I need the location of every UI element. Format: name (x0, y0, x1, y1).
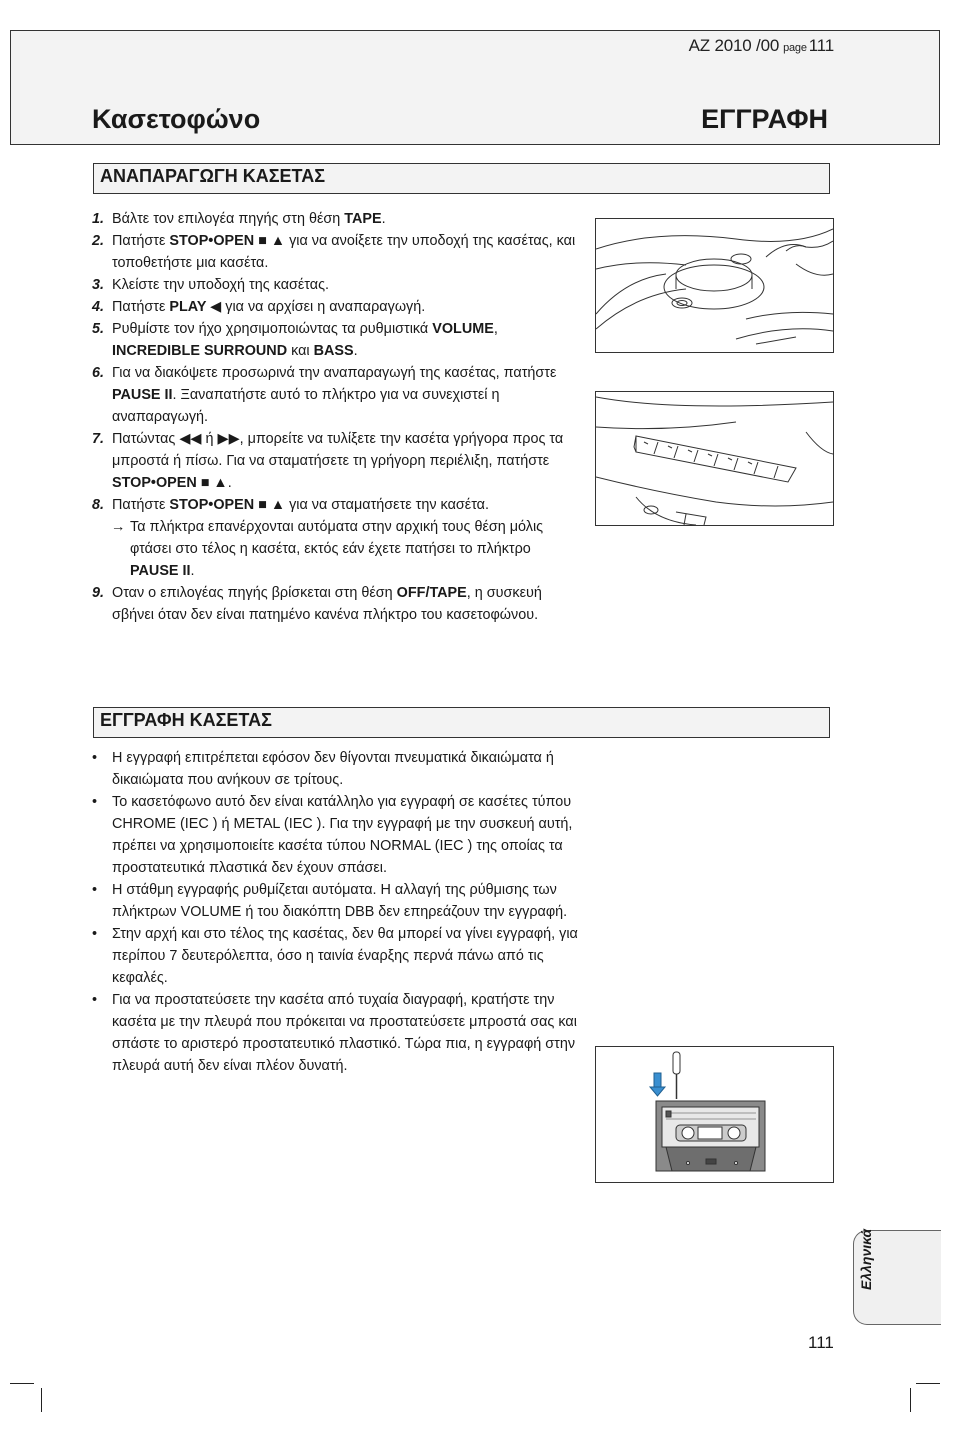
model-number: AZ 2010 /00 (688, 36, 780, 55)
step-2: 2. Πατήστε STOP•OPEN ■ ▲ για να ανοίξετε την υποδοχή της κασέτας, και τοποθετήστε μια κασέτα. (92, 233, 576, 271)
step-8-note: → Τα πλήκτρα επανέρχονται αυτόματα στην αρχική τους θέση μόλις φτάσει στο τέλος η κασέτα, εκτός εάν έχετε πατήσει το πλήκτρο PAUSE II. (92, 516, 582, 582)
section-title: ΕΓΓΡΑΦΗ (701, 104, 828, 134)
step-7: 7. Πατώντας ◀◀ ή ▶▶, μπορείτε να τυλίξετε την κασέτα γρήγορα προς τα μπροστά ή πίσω. Για να σταματήσετε τη γρήγορη περιέλιξη, πατήστε STOP•OPEN ■ ▲. (92, 431, 564, 491)
note-2: • Το κασετόφωνο αυτό δεν είναι κατάλληλο για εγγραφή σε κασέτες τύπου CHROME (IEC ) ή METAL (IEC ). Για την εγγραφή με την συσκευή αυτή, πρέπει να χρησιμοποιείτε κασέτα τύπου NORMAL (IEC ) της οποίας τα προστατευτικά πλαστικά δεν έχουν σπάσει. (92, 794, 573, 876)
note-1: • Η εγγραφή επιτρέπεται εφόσον δεν θίγονται πνευματικά δικαιώματα ή δικαιώματα που ανήκουν σε τρίτους. (92, 750, 554, 788)
cassette-protection-illustration (596, 1047, 833, 1182)
page-title: Κασετοφώνο (92, 104, 261, 134)
step-4: 4. Πατήστε PLAY ◀ για να αρχίσει η αναπαραγωγή. (92, 299, 426, 315)
figure-cassette-protection (595, 1046, 834, 1183)
playback-heading: ΑΝΑΠΑΡΑΓΩΓΗ ΚΑΣΕΤΑΣ (93, 163, 830, 194)
recording-notes (92, 747, 582, 1077)
step-9: 9. Οταν ο επιλογέας πηγής βρίσκεται στη θέση OFF/TAPE, η συσκευή σβήνει όταν δεν είναι πατημένο κανένα πλήκτρο του κασετοφώνου. (92, 585, 542, 623)
recording-heading: ΕΓΓΡΑΦΗ ΚΑΣΕΤΑΣ (93, 707, 830, 738)
language-label: Ελληνικά (858, 1228, 874, 1290)
note-5: • Για να προστατεύσετε την κασέτα από τυχαία διαγραφή, κρατήστε την κασέτα με την πλευρά που πρόκειται να προστατεύσετε μπροστά σας και σπάστε το αριστερό προστατευτικό πλαστικό. Τώρα πια, η εγγραφή στην πλευρά αυτή δεν είναι πλέον δυνατή. (92, 992, 577, 1074)
down-arrow-icon (650, 1073, 665, 1096)
note-4: • Στην αρχή και στο τέλος της κασέτας, δεν θα μπορεί να γίνει εγγραφή, για περίπου 7 δευτερόλεπτα, όσο η ταινία έναρξης περνά πάνω από τις κεφαλές. (92, 926, 578, 986)
step-6: 6. Για να διακόψετε προσωρινά την αναπαραγωγή της κασέτας, πατήστε PAUSE II. Ξαναπατήστε αυτό το πλήκτρο για να συνεχιστεί η αναπαραγωγή. (92, 365, 557, 425)
figure-cassette-door (595, 218, 834, 353)
step-8: 8. Πατήστε STOP•OPEN ■ ▲ για να σταματήσετε την κασέτα. (92, 497, 489, 513)
crop-mark (910, 1388, 911, 1412)
cassette-icon (656, 1101, 765, 1171)
cassette-door-illustration (596, 219, 833, 352)
model-line (689, 36, 834, 56)
arrow-icon: → (111, 519, 126, 535)
figure-transport-keys (595, 391, 834, 526)
crop-mark (41, 1388, 42, 1412)
transport-keys-illustration (596, 392, 833, 525)
header-page-number: 111 (808, 36, 834, 55)
crop-mark (916, 1383, 940, 1384)
step-1: 1. Βάλτε τον επιλογέα πηγής στη θέση TAPE. (92, 211, 386, 227)
playback-steps (92, 208, 582, 626)
page-word: page (783, 42, 807, 54)
page-number: 111 (808, 1333, 834, 1352)
step-3: 3. Κλείστε την υποδοχή της κασέτας. (92, 277, 330, 293)
note-3: • Η στάθμη εγγραφής ρυθμίζεται αυτόματα. Η αλλαγή της ρύθμισης των πλήκτρων VOLUME ή του διακόπτη DBB δεν επηρεάζουν την εγγραφή. (92, 882, 568, 920)
step-5: 5. Ρυθμίστε τον ήχο χρησιμοποιώντας τα ρυθμιστικά VOLUME, INCREDIBLE SURROUND και BASS. (92, 321, 498, 359)
crop-mark (10, 1383, 34, 1384)
screwdriver-icon (673, 1052, 680, 1099)
